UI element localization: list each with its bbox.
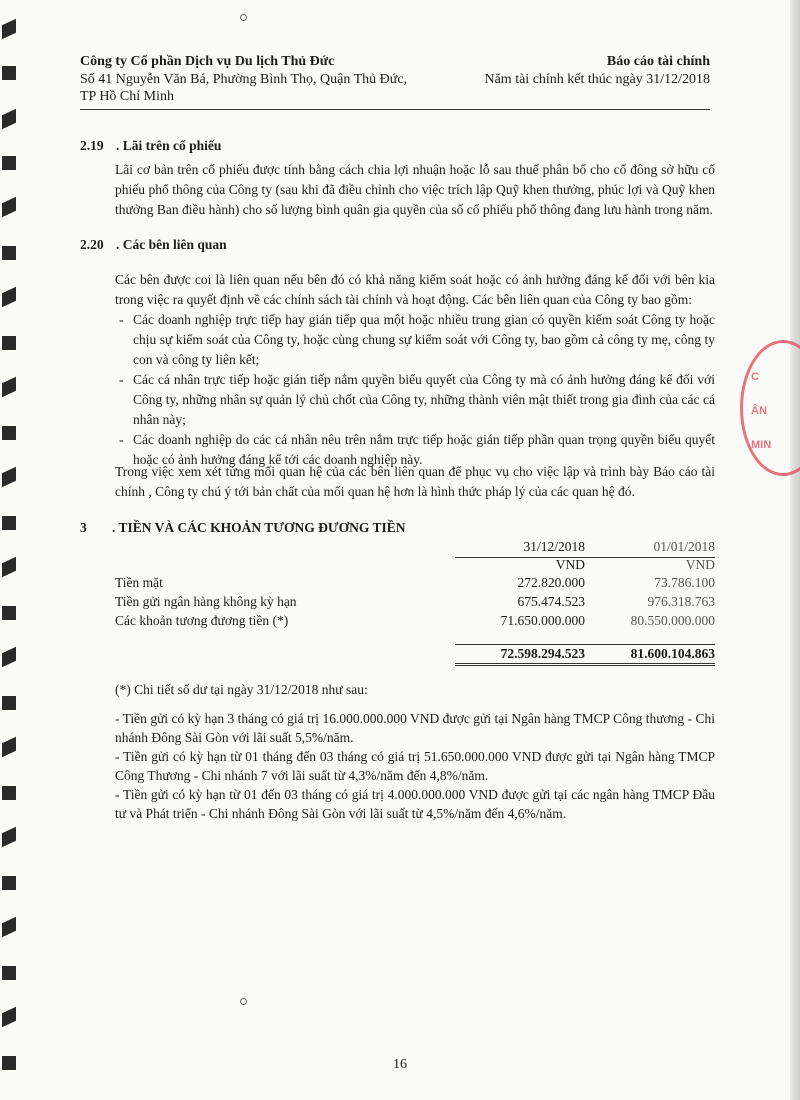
- row-value-2018: 71.650.000.000: [500, 613, 585, 628]
- section-title: . Các bên liên quan: [116, 237, 227, 252]
- row-value-2018: 675.474.523: [517, 594, 585, 609]
- section-2-19-heading: [80, 138, 221, 154]
- row-label: Các khoản tương đương tiền (*): [115, 613, 289, 628]
- row-value-2017: 80.550.000.000: [630, 613, 715, 628]
- punch-hole: [240, 14, 247, 21]
- company-name: Công ty Cổ phần Dịch vụ Du lịch Thủ Đức: [80, 54, 335, 69]
- row-value-2017: 976.318.763: [647, 594, 715, 609]
- list-item: - Các doanh nghiệp do các cá nhân nêu trên nắm trực tiếp hoặc gián tiếp phần quan trọng quyền biểu quyết hoặc có ảnh hưởng đáng kể tới các doanh nghiệp này.: [115, 430, 715, 470]
- punch-hole: [240, 998, 247, 1005]
- unit-label: VND: [685, 557, 715, 572]
- table-total-row: [115, 644, 715, 664]
- row-label: Tiền mặt: [115, 575, 163, 590]
- section-2-20-closing: Trong việc xem xét từng mối quan hệ của các bên liên quan để phục vụ cho việc lập và trình bày Báo cáo tài chính , Công ty chú ý tới bản chất của mối quan hệ hơn là hình thức pháp lý của các quan hệ đó.: [115, 464, 715, 499]
- section-2-20-intro: Các bên được coi là liên quan nếu bên đó có khả năng kiểm soát hoặc có ảnh hưởng đáng kể đối với bên kia trong việc ra quyết định về các chính sách tài chính và hoạt động. Các bên liên quan của Công ty bao gồm:: [115, 272, 715, 307]
- total-2018: 72.598.294.523: [455, 644, 585, 666]
- row-value-2017: 73.786.100: [654, 575, 715, 590]
- row-value-2018: 272.820.000: [517, 575, 585, 590]
- section-3-heading: [80, 520, 406, 536]
- list-item: - Các doanh nghiệp trực tiếp hay gián tiếp qua một hoặc nhiều trung gian có quyền kiểm soát Công ty hoặc chịu sự kiểm soát của Công ty, hoặc cùng chung sự kiểm soát với Công ty, bao gồm cả công ty mẹ, công ty con và công ty liên kết;: [115, 310, 715, 370]
- company-header: [80, 53, 407, 106]
- section-title: . TIỀN VÀ CÁC KHOẢN TƯƠNG ĐƯƠNG TIỀN: [112, 520, 406, 535]
- red-seal-stamp: C ÂN MIN: [740, 340, 800, 476]
- list-item: - Tiền gửi có kỳ hạn 3 tháng có giá trị 16.000.000.000 VND được gửi tại Ngân hàng TMCP Công thương - Chi nhánh Đông Sài Gòn với lãi suất 5,5%/năm.: [115, 711, 715, 745]
- company-address-line2: TP Hồ Chí Minh: [80, 89, 174, 104]
- page-number: 16: [393, 1057, 407, 1072]
- section-2-20-heading: [80, 237, 227, 253]
- table-row: [115, 592, 715, 612]
- report-header: [484, 53, 710, 88]
- table-row: [115, 611, 715, 631]
- total-2017: 81.600.104.863: [585, 644, 715, 666]
- list-item: - Tiền gửi có kỳ hạn từ 01 tháng đến 03 tháng có giá trị 51.650.000.000 VND được gửi tại Ngân hàng TMCP Công Thương - Chi nhánh 7 với lãi suất từ 4,3%/năm đến 4,8%/năm.: [115, 749, 715, 783]
- table-unit-row: [115, 555, 715, 575]
- section-2-19-body: Lãi cơ bản trên cổ phiếu được tính bằng cách chia lợi nhuận hoặc lỗ sau thuế phân bổ cho cổ đông sở hữu cổ phiếu phổ thông của Công ty (sau khi đã điều chỉnh cho việc trích lập Quỹ khen thưởng, phúc lợi và Quỹ khen thưởng Ban điều hành) cho số lượng bình quân gia quyền của số cổ phiếu phổ thông đang lưu hành trong năm.: [115, 162, 715, 217]
- table-row: [115, 573, 715, 593]
- related-parties-list: [115, 310, 715, 470]
- table-header-row: [115, 537, 715, 557]
- report-title: Báo cáo tài chính: [606, 54, 710, 69]
- binding-marks: [0, 0, 24, 1100]
- detail-note-title: (*) Chi tiết số dư tại ngày 31/12/2018 như sau:: [115, 682, 368, 697]
- deposit-details-list: [115, 709, 715, 823]
- section-number: 2.19: [80, 138, 104, 153]
- list-item: - Tiền gửi có kỳ hạn từ 01 đến 03 tháng có giá trị 4.000.000.000 VND được gửi tại các ngân hàng TMCP Đầu tư và Phát triển - Chi nhánh Đông Sài Gòn với lãi suất từ 4,5%/năm đến 4,6%/năm.: [115, 787, 715, 821]
- column-header-2018: 31/12/2018: [455, 537, 585, 558]
- unit-label: VND: [555, 557, 585, 572]
- header-divider: [80, 109, 710, 110]
- column-header-2017: 01/01/2018: [585, 537, 715, 558]
- list-item: - Các cá nhân trực tiếp hoặc gián tiếp nắm quyền biểu quyết của Công ty mà có ảnh hưởng đáng kể đối với Công ty, những nhân sự quản lý chủ chốt của Công ty, những thành viên mật thiết trong gia đình của các cá nhân này;: [115, 370, 715, 430]
- company-address-line1: Số 41 Nguyễn Văn Bá, Phường Bình Thọ, Quận Thủ Đức,: [80, 71, 408, 87]
- report-period: Năm tài chính kết thúc ngày 31/12/2018: [484, 71, 710, 87]
- section-title: . Lãi trên cổ phiếu: [116, 138, 222, 153]
- page-edge-shadow: [790, 0, 800, 1100]
- section-number: 2.20: [80, 237, 104, 252]
- row-label: Tiền gửi ngân hàng không kỳ hạn: [115, 594, 297, 609]
- section-number: 3: [80, 520, 87, 535]
